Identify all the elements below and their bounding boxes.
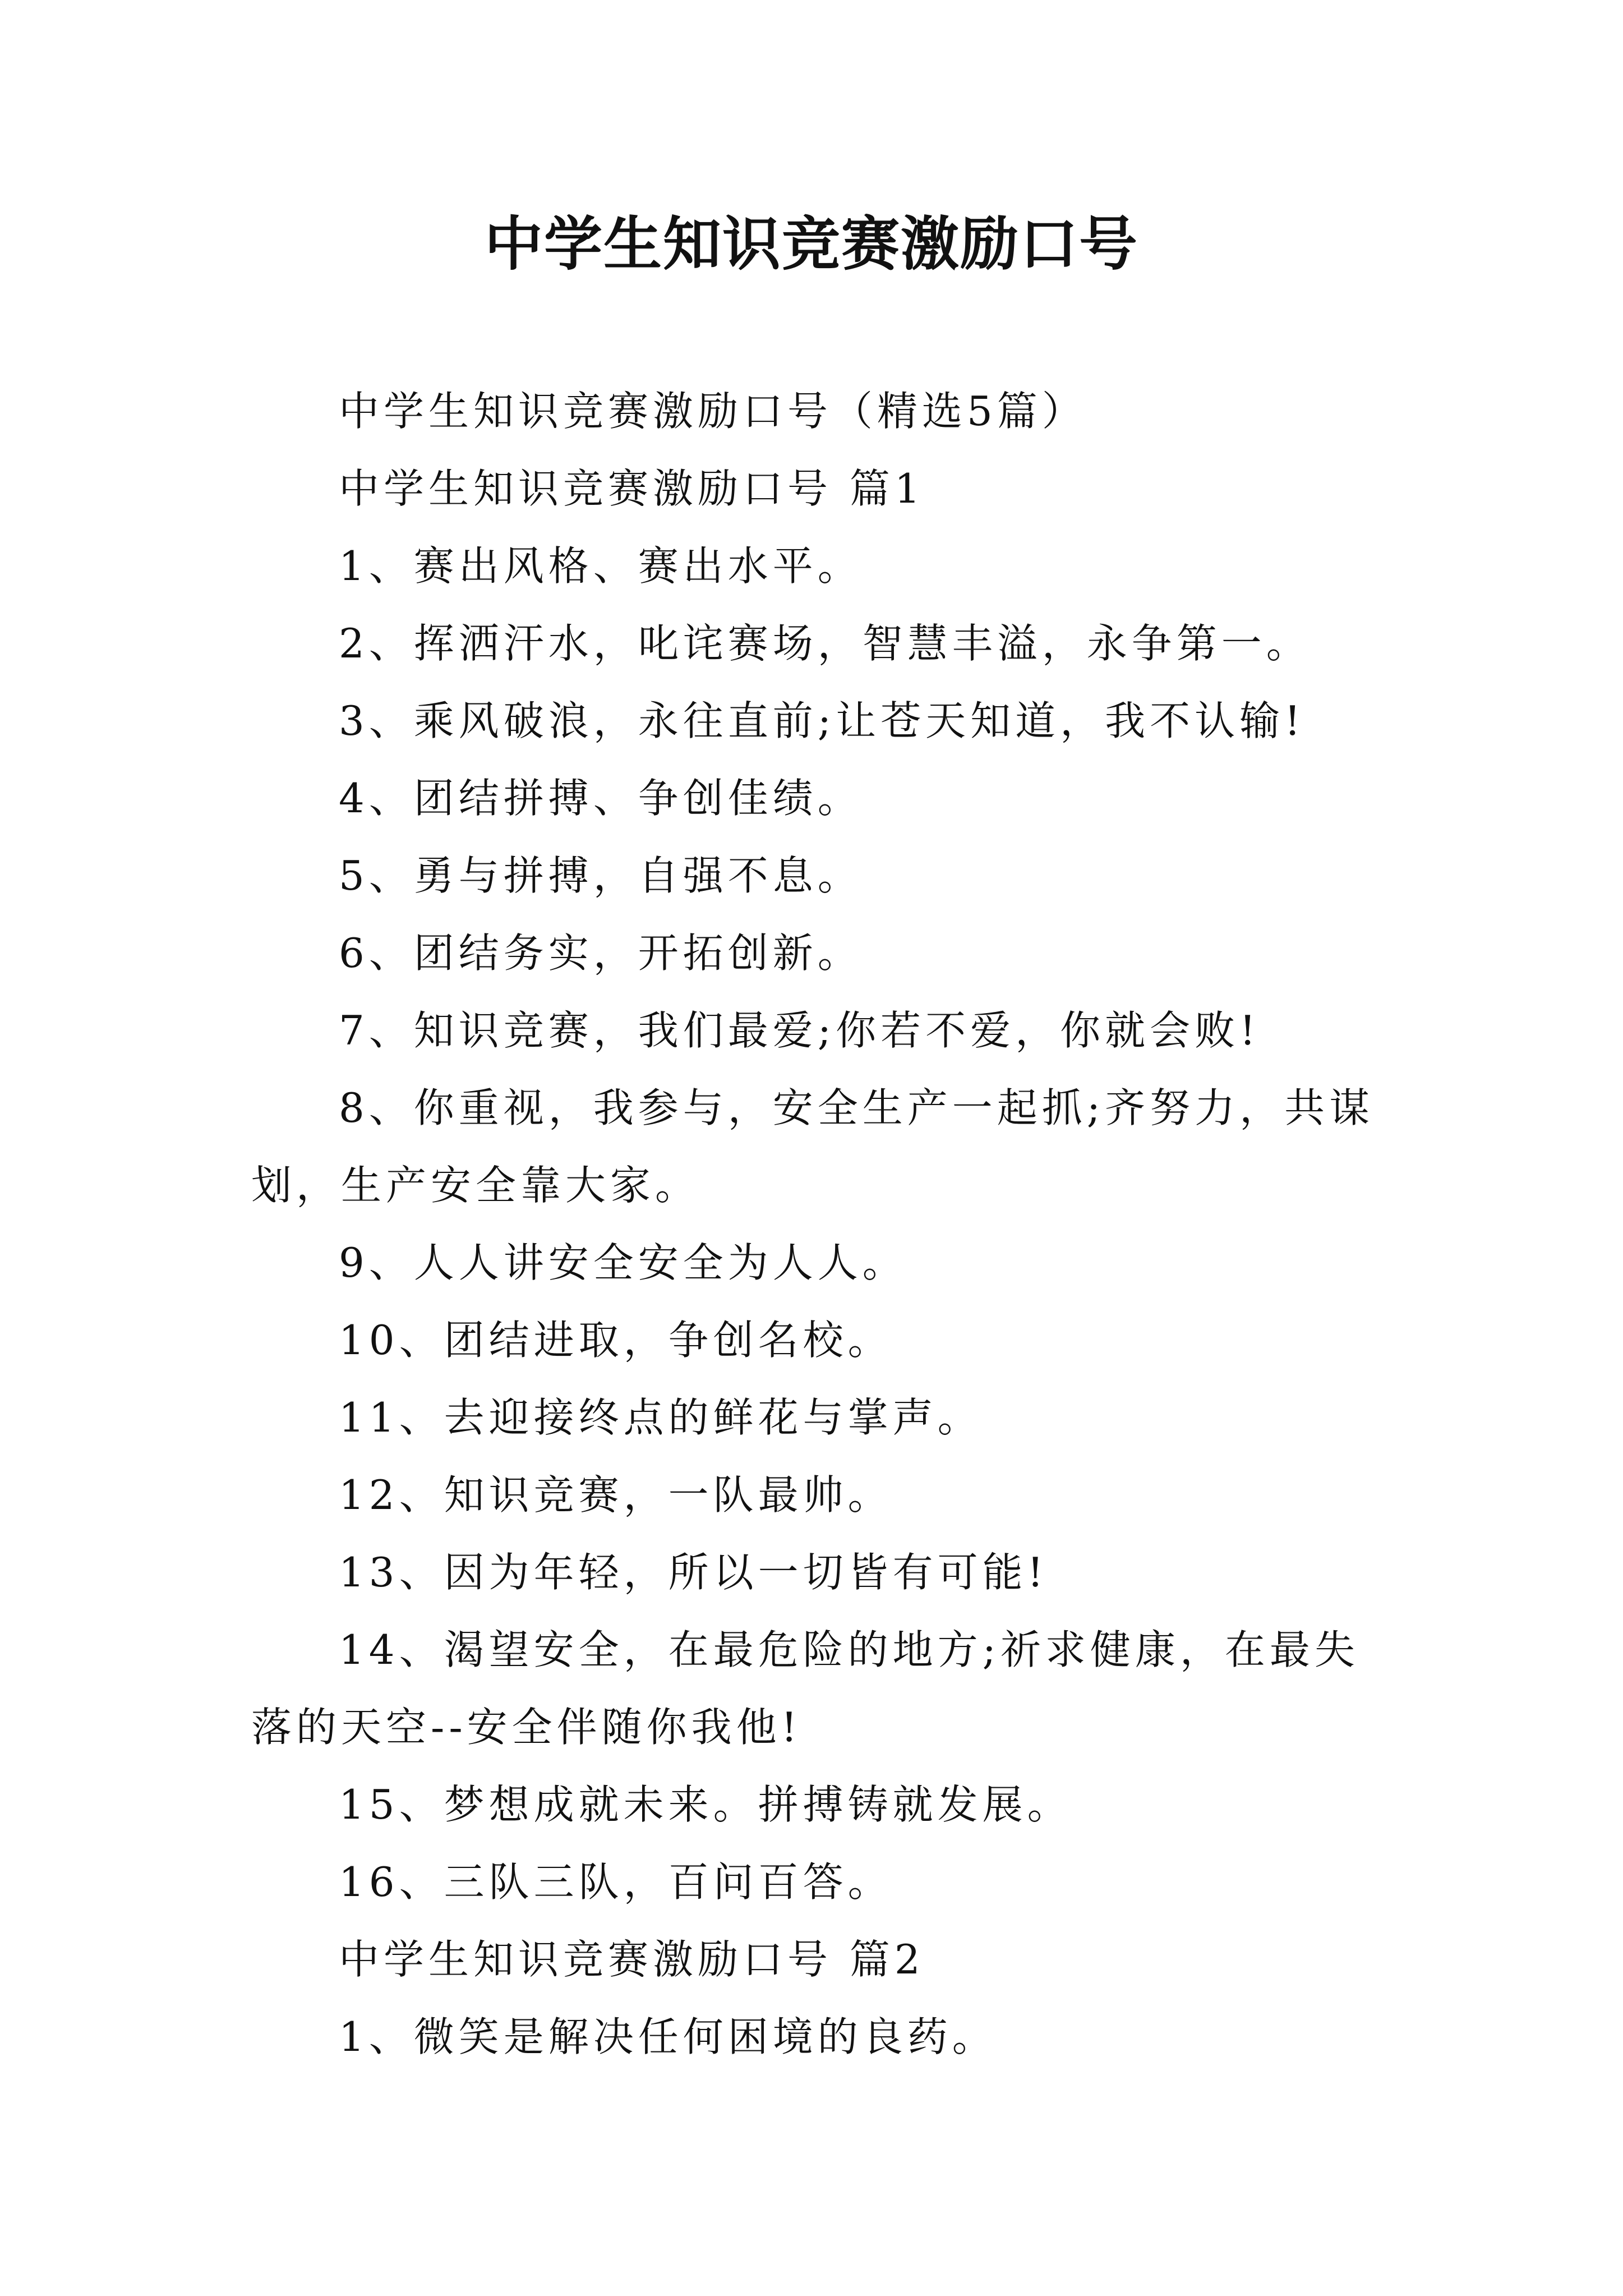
section-heading: 中学生知识竞赛激励口号 篇1 xyxy=(339,465,925,512)
list-item: 6、团结务实，开拓创新。 xyxy=(339,930,863,977)
list-item: 12、知识竞赛，一队最帅。 xyxy=(339,1471,893,1519)
list-item: 1、赛出风格、赛出水平。 xyxy=(339,542,863,590)
subtitle-line: 中学生知识竞赛激励口号（精选5篇） xyxy=(339,388,1087,435)
list-item: 3、乘风破浪，永往直前;让苍天知道，我不认输! xyxy=(339,697,1306,744)
list-item: 5、勇与拼搏，自强不息。 xyxy=(339,852,863,899)
list-item: 16、三队三队，百问百答。 xyxy=(339,1858,893,1906)
list-item: 13、因为年轻，所以一切皆有可能! xyxy=(339,1549,1048,1596)
list-item: 9、人人讲安全安全为人人。 xyxy=(339,1239,907,1286)
list-item: 10、团结进取，争创名校。 xyxy=(339,1317,893,1364)
list-item: 1、微笑是解决任何困境的良药。 xyxy=(339,2013,997,2060)
list-item: 2、挥洒汗水，叱诧赛场，智慧丰溢，永争第一。 xyxy=(339,620,1311,667)
list-item: 4、团结拼搏、争创佳绩。 xyxy=(339,775,863,822)
list-item: 15、梦想成就未来。拼搏铸就发展。 xyxy=(339,1781,1072,1828)
list-item: 14、渴望安全，在最危险的地方;祈求健康，在最失落的天空--安全伴随你我他! xyxy=(251,1626,1359,1751)
list-item: 8、你重视，我参与，安全生产一起抓;齐努力，共谋划，生产安全靠大家。 xyxy=(251,1084,1375,1209)
document-title: 中学生知识竞赛激励口号 xyxy=(484,209,1138,278)
document-body xyxy=(251,372,1395,2076)
list-item: 11、去迎接终点的鲜花与掌声。 xyxy=(339,1394,983,1441)
section-heading: 中学生知识竞赛激励口号 篇2 xyxy=(339,1936,925,1983)
list-item: 7、知识竞赛，我们最爱;你若不爱，你就会败! xyxy=(339,1007,1261,1054)
